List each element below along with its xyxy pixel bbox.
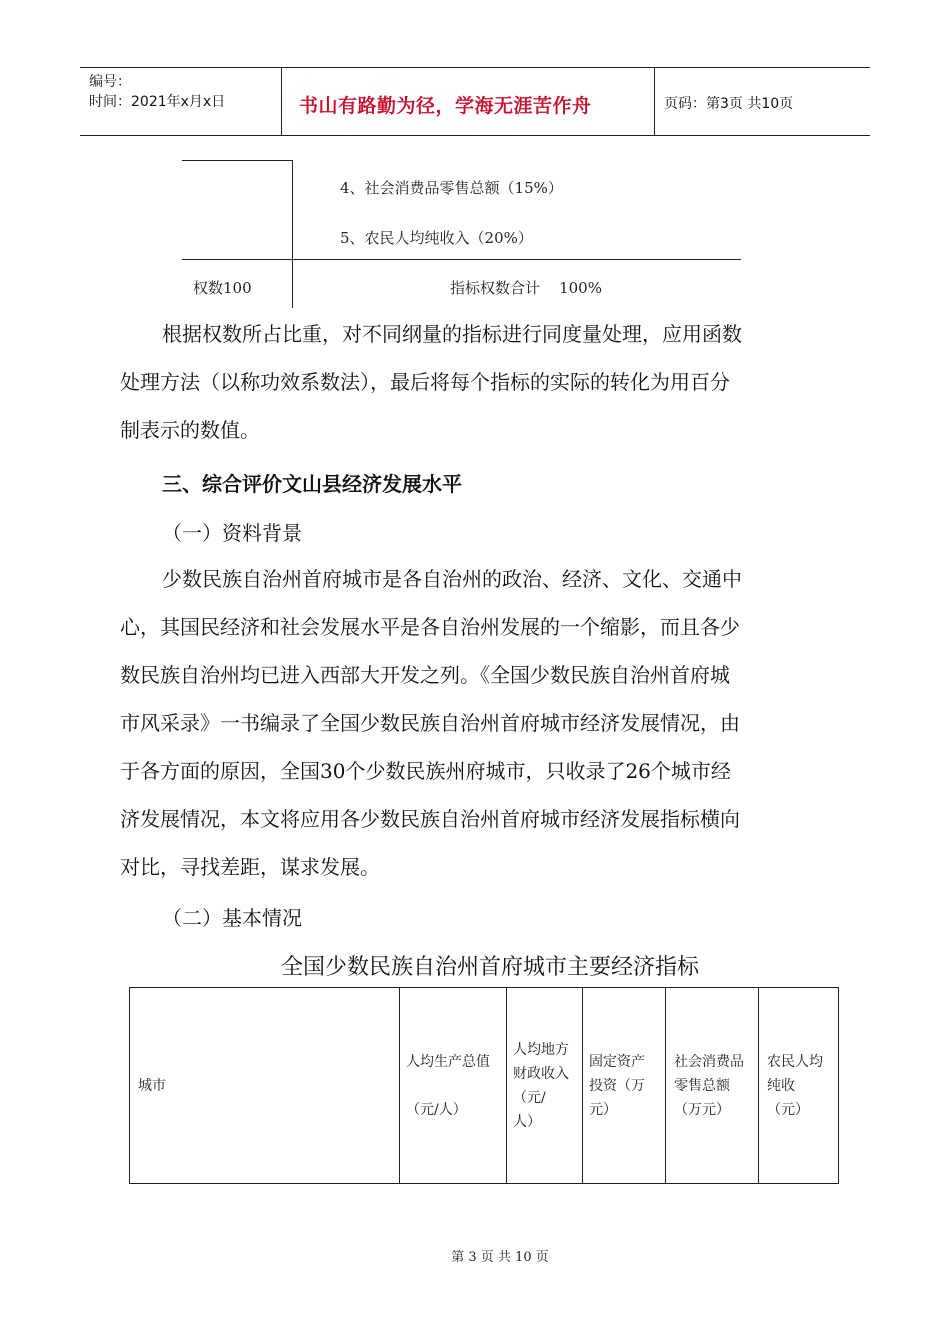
- header-line: （万元）: [674, 1101, 730, 1118]
- section-heading: 三、综合评价文山县经济发展水平: [162, 472, 462, 496]
- weight-item-4: 4、社会消费品零售总额（15%）: [340, 179, 563, 197]
- paragraph-line: 于各方面的原因，全国30个少数民族州府城市，只收录了26个城市经: [120, 759, 731, 783]
- header-divider-right: [654, 67, 655, 136]
- header-line: 投资（万: [589, 1077, 645, 1094]
- paragraph-line: 数民族自治州均已进入西部大开发之列。《全国少数民族自治州首府城: [120, 663, 730, 687]
- header-line: 社会消费品: [674, 1053, 744, 1070]
- weight-item-5: 5、农民人均纯收入（20%）: [340, 229, 533, 247]
- header-line: 人均地方: [513, 1041, 569, 1058]
- page-footer: 第 3 页 共 10 页: [451, 1250, 549, 1265]
- subheading-background: （一）资料背景: [162, 521, 302, 545]
- header-bottom-rule: [80, 135, 870, 136]
- weight-table-mid-rule: [182, 259, 741, 260]
- header-line: （元）: [767, 1101, 809, 1118]
- weight-table-top-rule: [182, 160, 293, 161]
- table-title: 全国少数民族自治州首府城市主要经济指标: [280, 955, 699, 980]
- weight-total-label: 指标权数合计 100%: [450, 279, 602, 297]
- table-header-row: [130, 988, 839, 1184]
- paragraph-line: 处理方法（以称功效系数法），最后将每个指标的实际的转化为用百分: [120, 370, 730, 394]
- header-line: 城市: [138, 1077, 166, 1094]
- indicator-table: [129, 987, 839, 1184]
- weight-left-label: 权数100: [193, 279, 252, 297]
- paragraph-line: 制表示的数值。: [120, 418, 260, 442]
- paragraph-line: 济发展情况，本文将应用各少数民族自治州首府城市经济发展指标横向: [120, 807, 740, 831]
- paragraph-weights: [120, 310, 835, 454]
- header-cell-retail-sales: [666, 988, 759, 1184]
- header-line: 农民人均: [767, 1053, 823, 1070]
- paragraph-line: 少数民族自治州首府城市是各自治州的政治、经济、文化、交通中: [162, 567, 742, 591]
- paragraph-line: 对比，寻找差距，谋求发展。: [120, 855, 380, 879]
- header-line: 财政收入: [513, 1065, 569, 1082]
- header-time-label: 时间：2021年x月x日: [89, 94, 226, 110]
- header-page-info: 页码：第3页 共10页: [664, 96, 794, 112]
- header-cell-fiscal-revenue: [507, 988, 583, 1184]
- header-line: （元/: [513, 1089, 546, 1106]
- header-top-rule: [80, 67, 870, 68]
- header-line: 零售总额: [674, 1077, 730, 1094]
- header-cell-gdp-per-capita: [400, 988, 507, 1184]
- header-serial-label: 编号：: [89, 74, 131, 90]
- header-divider-left: [281, 67, 282, 136]
- paragraph-line: 市风采录》一书编录了全国少数民族自治州首府城市经济发展情况，由: [120, 711, 740, 735]
- weight-table-vertical-rule: [292, 160, 293, 308]
- header-line: 元）: [589, 1101, 617, 1118]
- header-line: 固定资产: [589, 1053, 645, 1070]
- header-line: 纯收: [767, 1077, 795, 1094]
- header-motto: 书山有路勤为径，学海无涯苦作舟: [299, 95, 592, 117]
- paragraph-line: 根据权数所占比重，对不同纲量的指标进行同度量处理，应用函数: [162, 322, 742, 346]
- header-line: 人均生产总值: [406, 1053, 490, 1070]
- header-cell-city: [130, 988, 400, 1184]
- paragraph-line: 心，其国民经济和社会发展水平是各自治州发展的一个缩影，而且各少: [120, 615, 740, 639]
- header-line: （元/人）: [406, 1101, 467, 1118]
- header-cell-fixed-investment: [583, 988, 666, 1184]
- header-line: 人）: [513, 1113, 541, 1130]
- header-cell-farmer-income: [759, 988, 839, 1184]
- subheading-basic-situation: （二）基本情况: [162, 906, 302, 930]
- paragraph-background: [120, 555, 835, 891]
